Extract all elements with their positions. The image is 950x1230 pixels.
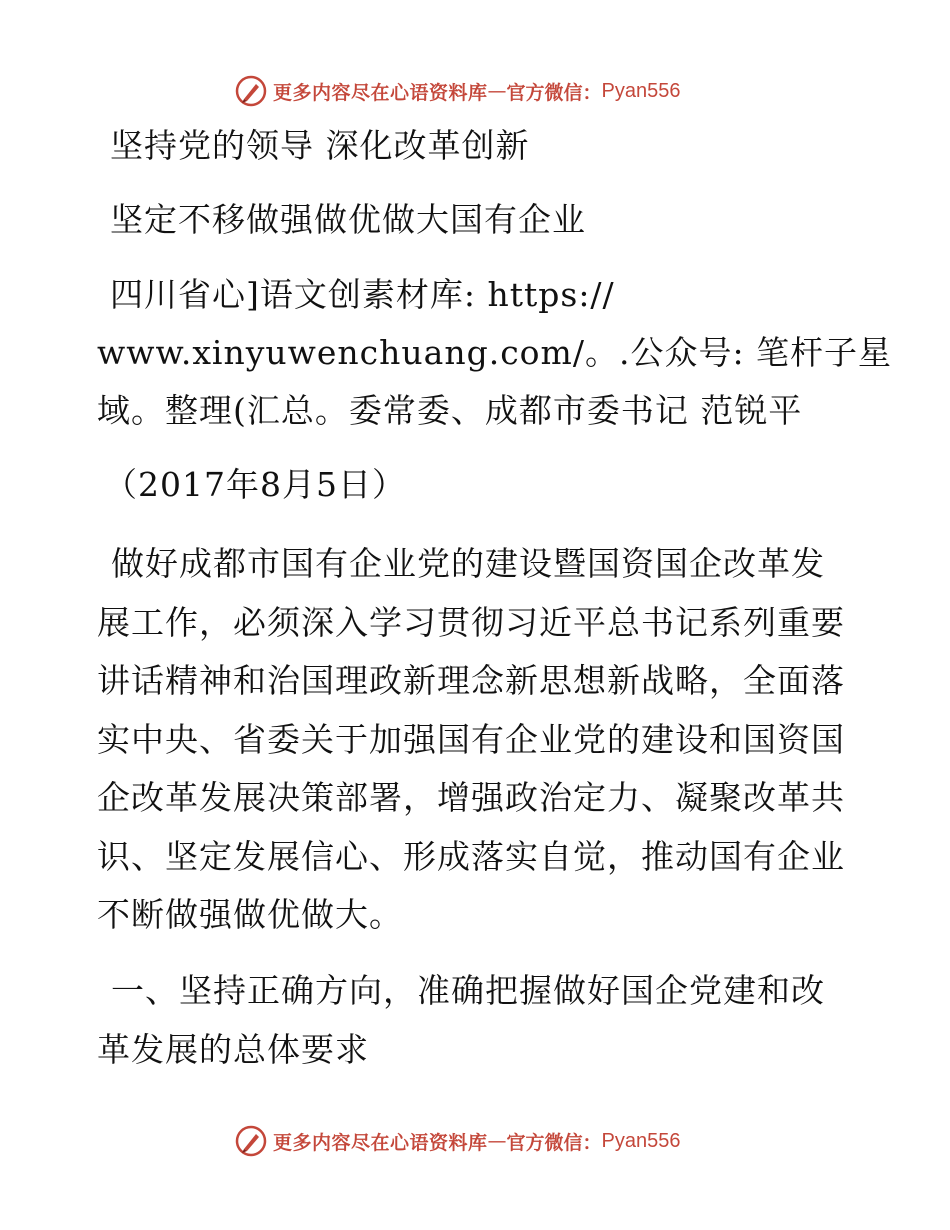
banner-separator: — bbox=[487, 1130, 507, 1152]
body-paragraph-1 bbox=[97, 535, 857, 945]
banner-wechat-id: Pyan556 bbox=[601, 1129, 681, 1152]
banner-wechat-label: 官方微信： bbox=[506, 81, 602, 104]
section-heading-1 bbox=[97, 962, 857, 1079]
banner-main-text: 更多内容尽在心语资料库 bbox=[273, 81, 488, 104]
pen-logo-icon bbox=[235, 1125, 267, 1157]
heading-1-text: 一、坚持正确方向，准确把握做好国企党建和改革发展的总体要求 bbox=[97, 971, 825, 1069]
header-watermark-banner bbox=[235, 74, 681, 108]
byline-line-1: 四川省心]语文创素材库: https:// bbox=[110, 275, 615, 314]
byline-line-2: www.xinyuwenchuang.com/。.公众号: 笔杆子星 bbox=[97, 333, 893, 372]
banner-main-text: 更多内容尽在心语资料库 bbox=[273, 1131, 488, 1154]
date-line: （2017年8月5日） bbox=[104, 465, 406, 504]
footer-watermark-banner bbox=[235, 1124, 681, 1158]
banner-wechat-label: 官方微信： bbox=[506, 1131, 602, 1154]
paragraph-1-text: 做好成都市国有企业党的建设暨国资国企改革发展工作，必须深入学习贯彻习近平总书记系列重要讲话精神和治国理政新理念新思想新战略，全面落实中央、省委关于加强国有企业党的建设和国资国企改革发展决策部署，增强政治定力、凝聚改革共识、坚定发展信心、形成落实自觉，推动国有企业不断做强做优做大。 bbox=[97, 544, 845, 934]
byline-line-3: 域。整理(汇总。委常委、成都市委书记 范锐平 bbox=[97, 391, 803, 430]
pen-logo-icon bbox=[235, 75, 267, 107]
banner-wechat-id: Pyan556 bbox=[601, 79, 681, 102]
title-line-1: 坚持党的领导 深化改革创新 bbox=[110, 126, 530, 165]
banner-separator: — bbox=[487, 80, 507, 102]
title-line-2: 坚定不移做强做优做大国有企业 bbox=[110, 200, 586, 239]
